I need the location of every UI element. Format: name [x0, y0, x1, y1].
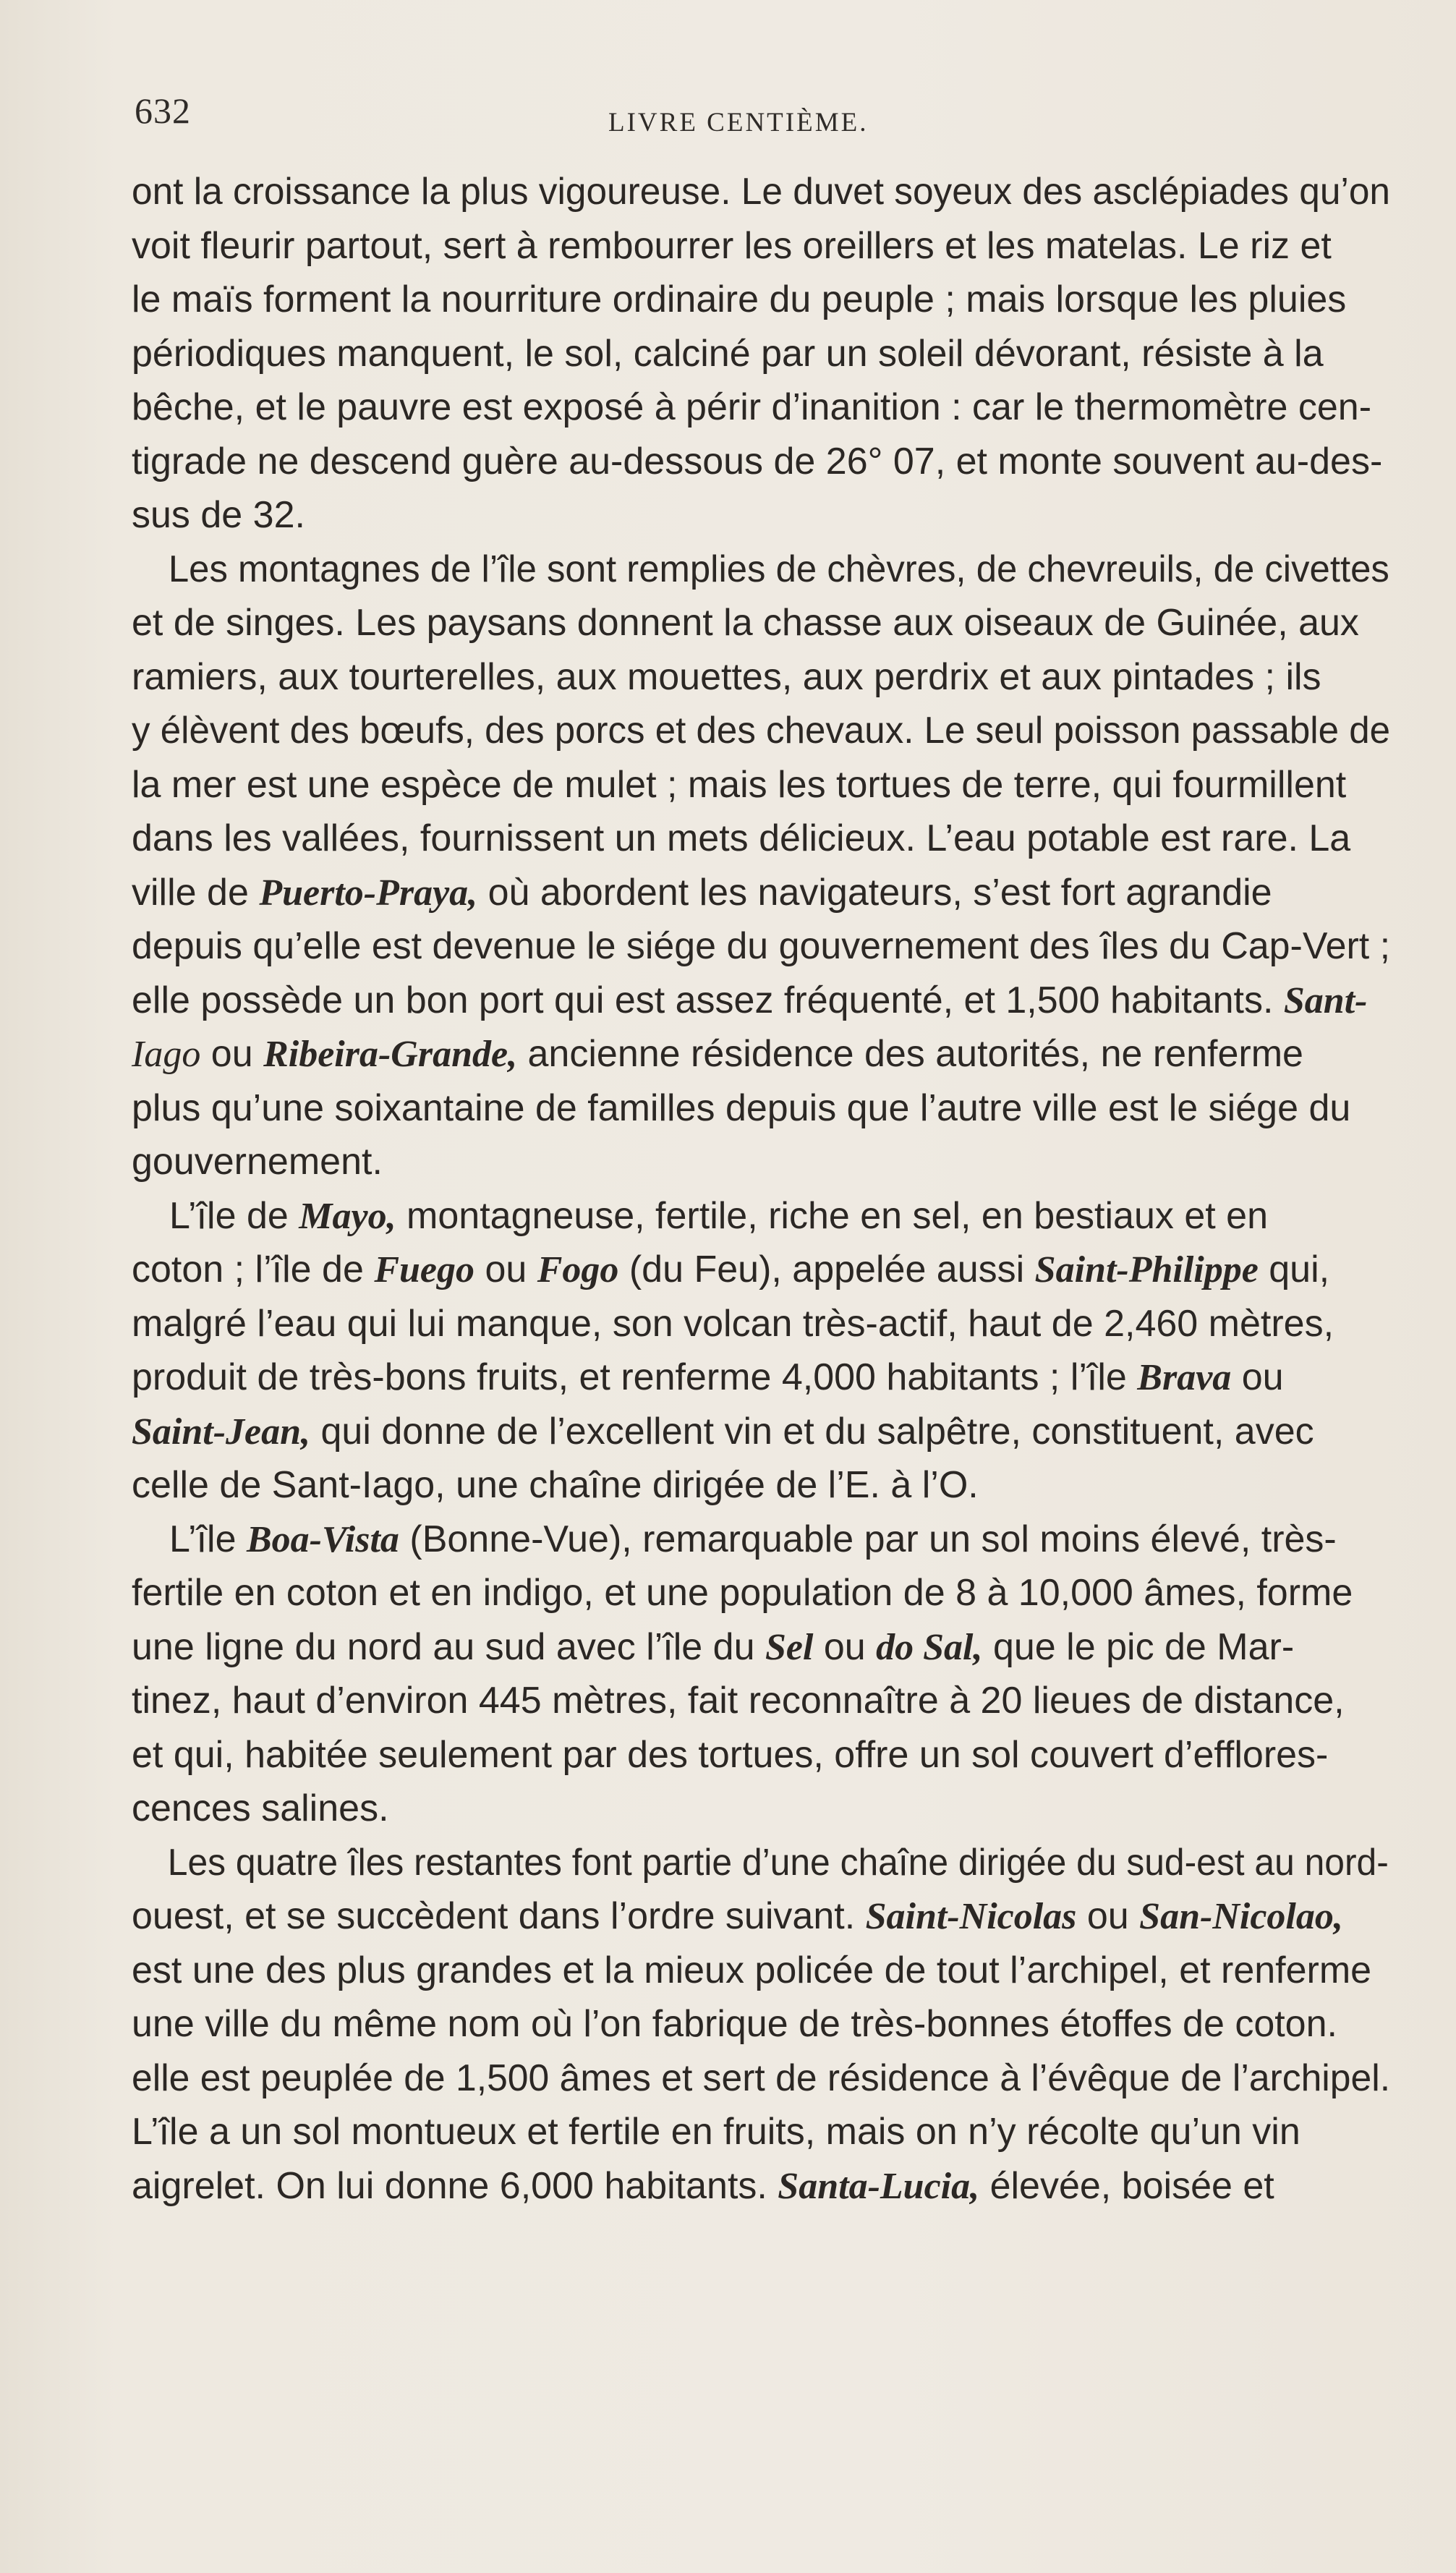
text-segment: L’île — [169, 1518, 247, 1560]
text-segment: une ligne du nord au sud avec l’île du — [132, 1625, 765, 1668]
text-segment: bêche, et le pauvre est exposé à périr d’inanition : car le thermomètre cen- — [132, 386, 1372, 428]
text-segment: élevée, boisée et — [979, 2164, 1274, 2207]
italic-term: Sel — [765, 1626, 814, 1668]
text-segment: malgré l’eau qui lui manque, son volcan très-actif, haut de 2,460 mètres, — [132, 1302, 1334, 1345]
text-line — [132, 1297, 1390, 1351]
text-segment: gouvernement. — [132, 1141, 383, 1183]
text-segment: tinez, haut d’environ 445 mètres, fait reconnaître à 20 lieues de distance, — [132, 1680, 1345, 1722]
italic-term: Saint-Philippe — [1034, 1249, 1259, 1290]
italic-term: San-Nicolao, — [1139, 1896, 1343, 1937]
text-line — [132, 1674, 1390, 1728]
text-line — [132, 704, 1391, 758]
text-segment: L’île de — [169, 1194, 299, 1237]
text-line — [132, 1189, 1390, 1243]
text-segment: coton ; l’île de — [132, 1249, 375, 1290]
text-line — [132, 1405, 1390, 1459]
page-number: 632 — [135, 90, 191, 131]
text-segment: ont la croissance la plus vigoureuse. Le duvet soyeux des asclépiades qu’on — [132, 171, 1391, 213]
text-segment: y élèvent des bœufs, des porcs et des chevaux. Le seul poisson passable de — [132, 710, 1391, 752]
text-segment: ancienne résidence des autorités, ne renferme — [517, 1033, 1303, 1075]
text-segment: tigrade ne descend guère au-dessous de 26° 07, et monte souvent au-des- — [132, 440, 1383, 482]
text-line — [132, 1620, 1390, 1675]
text-line — [132, 2051, 1391, 2106]
text-segment: (Bonne-Vue), remarquable par un sol moins élevé, très- — [399, 1518, 1337, 1560]
text-line — [132, 1351, 1390, 1405]
running-title: LIVRE CENTIÈME. — [608, 108, 869, 137]
text-segment: le maïs forment la nourriture ordinaire du peuple ; mais lorsque les pluies — [132, 278, 1347, 320]
text-line — [132, 1081, 1390, 1136]
text-line — [132, 1027, 1390, 1081]
text-segment: que le pic de Mar- — [982, 1625, 1295, 1668]
text-segment: Les montagnes de l’île sont remplies de chèvres, de chevreuils, de civettes — [168, 548, 1389, 590]
text-segment: ville de — [132, 871, 260, 914]
text-segment: aigrelet. On lui donne 6,000 habitants. — [132, 2164, 778, 2207]
text-line — [132, 1135, 1390, 1189]
text-line — [132, 1728, 1390, 1782]
italic-term: Puerto-Praya, — [259, 872, 478, 914]
text-segment: qui donne de l’excellent vin et du salpêtre, constituent, avec — [310, 1410, 1314, 1453]
text-line — [132, 1889, 1390, 1944]
text-segment: qui, — [1258, 1249, 1330, 1290]
text-segment: ou — [1231, 1356, 1284, 1398]
text-line — [132, 2105, 1390, 2159]
text-segment: une ville du même nom où l’on fabrique de très-bonnes étoffes de coton. — [132, 2003, 1337, 2045]
text-segment: ouest, et se succèdent dans l’ordre suivant. — [132, 1895, 866, 1937]
text-segment: périodiques manquent, le sol, calciné par un soleil dévorant, résiste à la — [132, 332, 1324, 375]
italic-term: do Sal, — [876, 1626, 983, 1668]
text-line — [132, 1458, 1390, 1513]
italic-term: Fogo — [537, 1249, 619, 1290]
text-line — [132, 1243, 1390, 1297]
italic-term: Brava — [1137, 1357, 1232, 1398]
text-segment: Les quatre îles restantes font partie d’une chaîne dirigée du sud-est au nord- — [167, 1841, 1389, 1884]
text-segment: la mer est une espèce de mulet ; mais les tortues de terre, qui fourmillent — [132, 763, 1347, 806]
text-segment: elle possède un bon port qui est assez fréquenté, et 1,500 habitants. — [132, 979, 1284, 1021]
text-segment: depuis qu’elle est devenue le siége du gouvernement des îles du Cap-Vert ; — [132, 925, 1391, 967]
text-line — [132, 974, 1390, 1028]
text-segment: ramiers, aux tourterelles, aux mouettes, aux perdrix et aux pintades ; ils — [132, 655, 1321, 698]
italic-term: Mayo, — [299, 1195, 396, 1237]
text-segment: produit de très-bons fruits, et renferme 4,000 habitants ; l’île — [132, 1356, 1138, 1398]
text-segment: cences salines. — [132, 1787, 389, 1829]
text-line — [132, 866, 1390, 920]
text-segment: elle est peuplée de 1,500 âmes et sert de résidence à l’évêque de l’archipel. — [132, 2057, 1391, 2099]
text-segment: ou — [813, 1625, 877, 1668]
text-line — [132, 758, 1390, 812]
text-segment: fertile en coton et en indigo, et une population de 8 à 10,000 âmes, forme — [132, 1572, 1353, 1614]
text-line — [132, 435, 1390, 489]
text-segment: ou — [1076, 1895, 1140, 1937]
text-segment: voit fleurir partout, sert à rembourrer les oreillers et les matelas. Le riz et — [132, 224, 1332, 267]
italic-term: Saint-Nicolas — [865, 1896, 1077, 1937]
italic-term: Santa-Lucia, — [778, 2165, 980, 2207]
text-segment: (du Feu), appelée aussi — [618, 1249, 1035, 1290]
text-line — [132, 327, 1390, 381]
text-line — [132, 1782, 1390, 1836]
text-line — [132, 1566, 1390, 1620]
text-line — [132, 488, 1390, 543]
italic-term: Saint-Jean, — [132, 1411, 311, 1453]
text-line — [132, 380, 1390, 435]
text-line — [132, 543, 1389, 597]
text-segment: sus de 32. — [132, 494, 305, 536]
italic-term: Ribeira-Grande, — [263, 1034, 518, 1075]
italic-term: Sant- — [1283, 979, 1368, 1021]
text-line — [132, 2159, 1390, 2213]
body-text — [132, 165, 1390, 2213]
text-line — [132, 273, 1390, 327]
text-segment: est une des plus grandes et la mieux policée de tout l’archipel, et renferme — [132, 1949, 1372, 1991]
text-line — [132, 1944, 1390, 1998]
text-line — [132, 650, 1390, 705]
text-segment: ou — [474, 1249, 537, 1290]
text-segment: et qui, habitée seulement par des tortues, offre un sol couvert d’efflores- — [132, 1733, 1329, 1776]
text-segment: L’île a un sol montueux et fertile en fruits, mais on n’y récolte qu’un vin — [132, 2111, 1300, 2153]
text-segment: dans les vallées, fournissent un mets délicieux. L’eau potable est rare. La — [132, 817, 1351, 859]
text-line — [132, 1997, 1390, 2051]
text-line — [132, 219, 1390, 273]
italic-term: Fuego — [374, 1249, 474, 1290]
text-line — [132, 812, 1390, 866]
text-line — [132, 596, 1390, 650]
text-segment: ou — [200, 1033, 264, 1075]
text-line — [132, 165, 1391, 219]
text-segment: où abordent les navigateurs, s’est fort agrandie — [477, 871, 1272, 914]
italic-term: Boa-Vista — [246, 1518, 399, 1560]
text-segment: plus qu’une soixantaine de familles depuis que l’autre ville est le siége du — [132, 1086, 1351, 1129]
text-line — [132, 1513, 1390, 1567]
text-line — [132, 919, 1391, 974]
text-segment: montagneuse, fertile, riche en sel, en bestiaux et en — [396, 1194, 1268, 1237]
page-header — [135, 90, 1379, 148]
text-segment: et de singes. Les paysans donnent la chasse aux oiseaux de Guinée, aux — [132, 602, 1359, 644]
text-segment: celle de Sant-Iago, une chaîne dirigée de l’E. à l’O. — [132, 1464, 979, 1506]
text-line — [132, 1836, 1389, 1890]
italic-term: Iago — [132, 1034, 201, 1075]
